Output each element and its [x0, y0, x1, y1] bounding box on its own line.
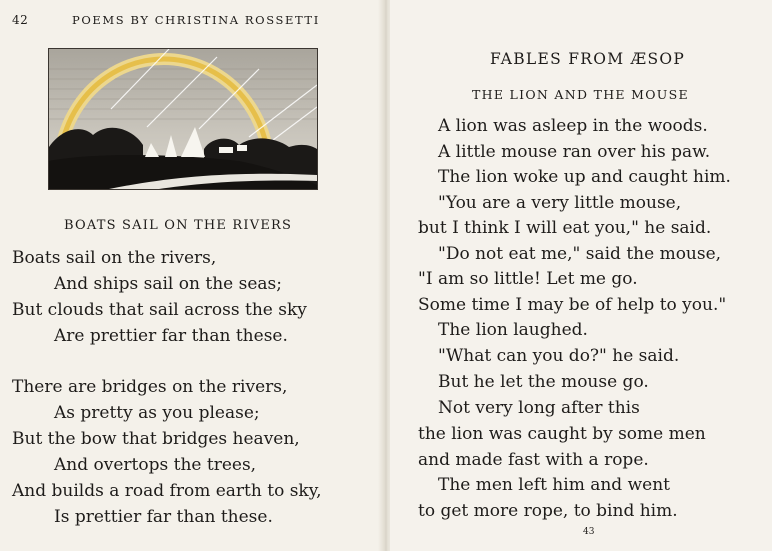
section-heading: FABLES FROM ÆSOP — [490, 50, 686, 68]
poem-line: As pretty as you please; — [54, 403, 260, 423]
fable-line: A little mouse ran over his paw. — [438, 142, 711, 162]
poem-line: But clouds that sail across the sky — [12, 300, 307, 320]
running-head: POEMS BY CHRISTINA ROSSETTI — [72, 13, 320, 27]
rainbow-sailboats-illustration — [48, 48, 318, 190]
page-number-right: 43 — [583, 527, 595, 537]
fable-title: THE LION AND THE MOUSE — [472, 87, 689, 102]
fable-line: "You are a very little mouse, — [438, 193, 682, 213]
poem-line: Are prettier far than these. — [54, 326, 288, 346]
fable-line: but I think I will eat you," he said. — [418, 218, 712, 238]
poem-line: And ships sail on the seas; — [54, 274, 282, 294]
fable-line: The men left him and went — [438, 475, 670, 495]
poem-line: Boats sail on the rivers, — [12, 248, 217, 268]
fable-line: The lion laughed. — [438, 320, 588, 340]
fable-line: The lion woke up and caught him. — [438, 167, 731, 187]
poem-line: And overtops the trees, — [54, 455, 257, 475]
fable-line: But he let the mouse go. — [438, 372, 649, 392]
fable-line: the lion was caught by some men — [418, 424, 706, 444]
fable-line: to get more rope, to bind him. — [418, 501, 678, 521]
fable-line: and made fast with a rope. — [418, 450, 649, 470]
fable-line: "Do not eat me," said the mouse, — [438, 244, 722, 264]
fable-line: Some time I may be of help to you." — [418, 295, 727, 315]
fable-line: "I am so little! Let me go. — [418, 269, 638, 289]
rainbow-sailboats-icon — [49, 49, 317, 189]
page-number-left: 42 — [12, 13, 29, 27]
fable-line: "What can you do?" he said. — [438, 346, 680, 366]
fable-line: Not very long after this — [438, 398, 640, 418]
left-page — [0, 0, 382, 551]
poem-line: Is prettier far than these. — [54, 507, 273, 527]
poem-line: But the bow that bridges heaven, — [12, 429, 300, 449]
poem-line: And builds a road from earth to sky, — [12, 481, 322, 501]
poem-title: BOATS SAIL ON THE RIVERS — [64, 218, 293, 233]
fable-line: A lion was asleep in the woods. — [438, 116, 708, 136]
poem-line: There are bridges on the rivers, — [12, 377, 288, 397]
